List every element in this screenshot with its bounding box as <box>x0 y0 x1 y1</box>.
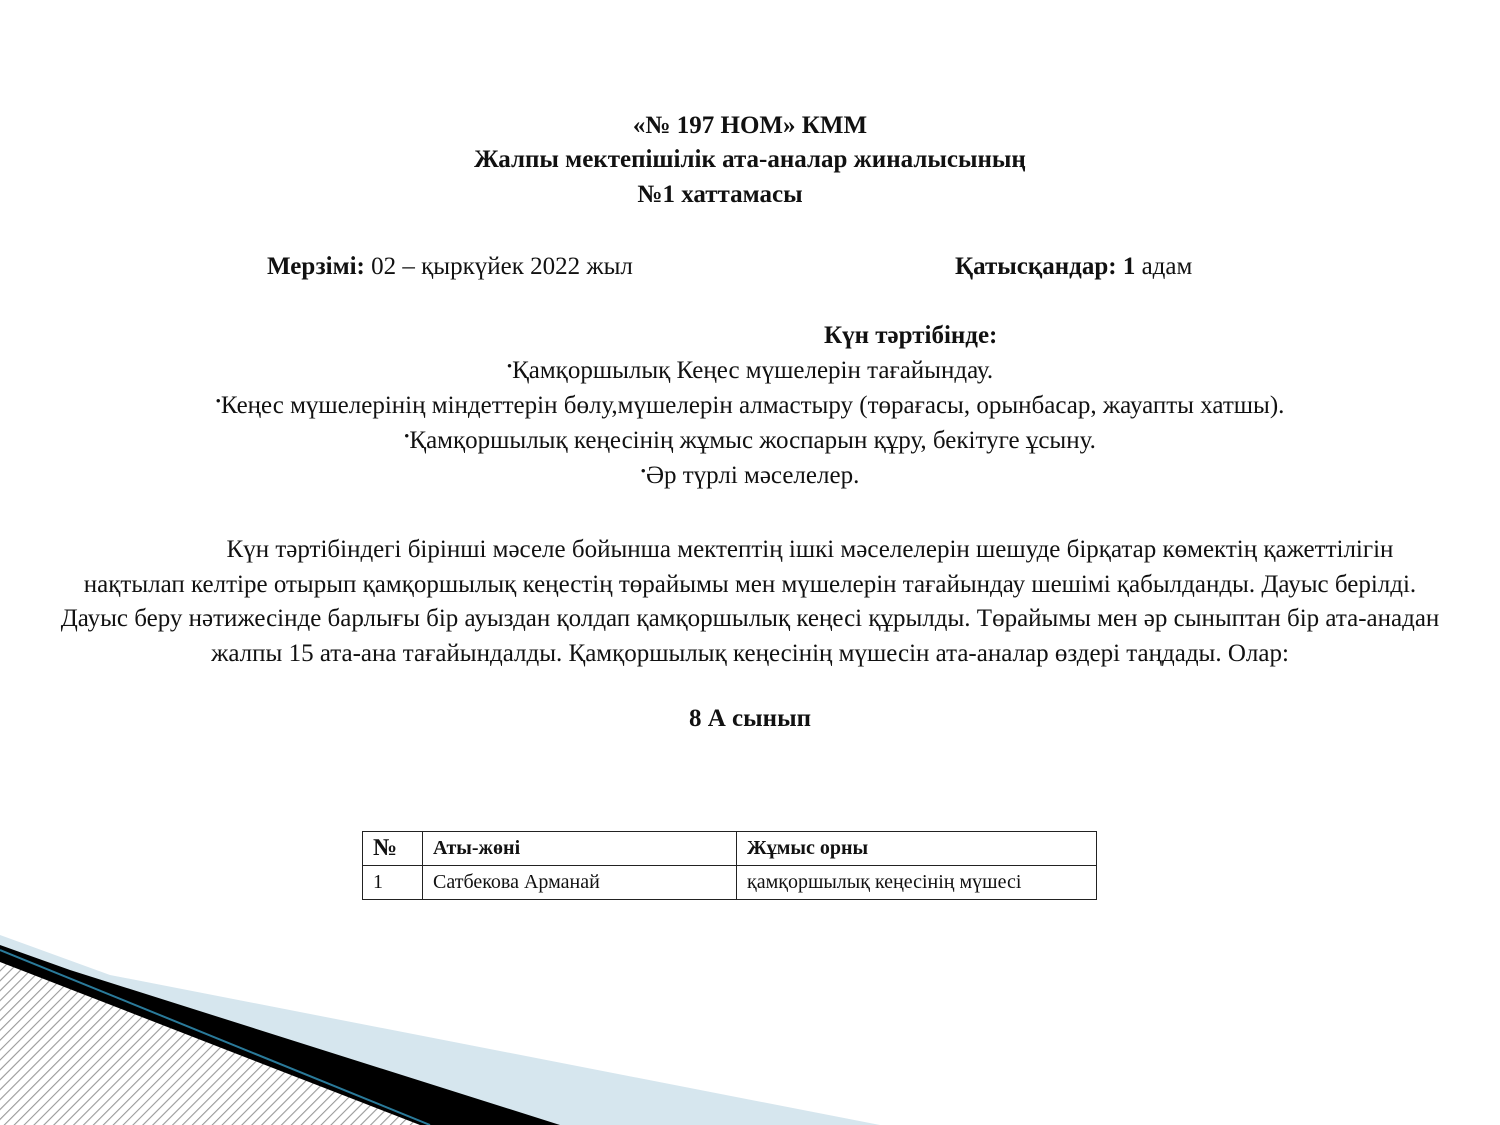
agenda-item: •Қамқоршылық кеңесінің жұмыс жоспарын құру, бекітуге ұсыну. <box>404 427 1096 454</box>
date-label: Мерзімі: <box>267 253 365 280</box>
agenda-item: •Кеңес мүшелерінің міндеттерін бөлу,мүшелерін алмастыру (төрағасы, орынбасар, жауапты хатшы). <box>215 392 1285 419</box>
header-name: Аты-жөні <box>423 832 737 866</box>
agenda-item: •Әр түрлі мәселелер. <box>640 462 860 489</box>
attendees-count: 1 <box>1116 253 1136 280</box>
cell-number: 1 <box>363 866 423 900</box>
meeting-title: Жалпы мектепішілік ата-аналар жиналысының <box>474 146 1026 173</box>
body-paragraph: Күн тәртібіндегі бірінші мәселе бойынша мектептің ішкі мәселелерін шешуде бірқатар көмектің қажеттілігін нақтылап келтіре отырып қамқоршылық кеңестің төрайымы мен мүшелерін тағайындау шешімі қабылданды. Дауыс берілді. Дауыс беру нәтижесінде барлығы бір ауыздан қолдап қамқоршылық кеңесі құрылды. Төрайымы мен әр сыныптан бір ата-анадан жалпы 15 ата-ана тағайындалды. Қамқоршылық кеңесінің мүшесін ата-аналар өздері таңдады. Олар: <box>60 536 1440 667</box>
bullet-icon: • <box>506 359 513 375</box>
protocol-title: №1 хаттамасы <box>637 181 803 208</box>
date-line <box>267 253 633 281</box>
agenda-item: •Қамқоршылық Кеңес мүшелерін тағайындау. <box>506 357 994 384</box>
org-title: «№ 197 НОМ» КММ <box>632 112 868 139</box>
bullet-icon: • <box>640 464 646 480</box>
agenda-heading: Күн тәртібінде: <box>824 322 998 349</box>
table-header-row <box>363 832 1097 866</box>
attendees-line <box>955 253 1192 281</box>
members-table <box>362 831 1097 900</box>
cell-position: қамқоршылық кеңесінің мүшесі <box>737 866 1097 900</box>
cell-name: Сатбекова Арманай <box>423 866 737 900</box>
header-position: Жұмыс орны <box>737 832 1097 866</box>
header-number: № <box>363 832 423 866</box>
table-row <box>363 866 1097 900</box>
attendees-label: Қатысқандар: <box>955 253 1117 280</box>
date-value: 02 – қыркүйек 2022 жыл <box>364 253 633 280</box>
class-label: 8 А сынып <box>689 705 811 732</box>
bullet-icon: • <box>215 394 221 410</box>
bullet-icon: • <box>404 429 410 445</box>
attendees-unit: адам <box>1135 253 1193 280</box>
